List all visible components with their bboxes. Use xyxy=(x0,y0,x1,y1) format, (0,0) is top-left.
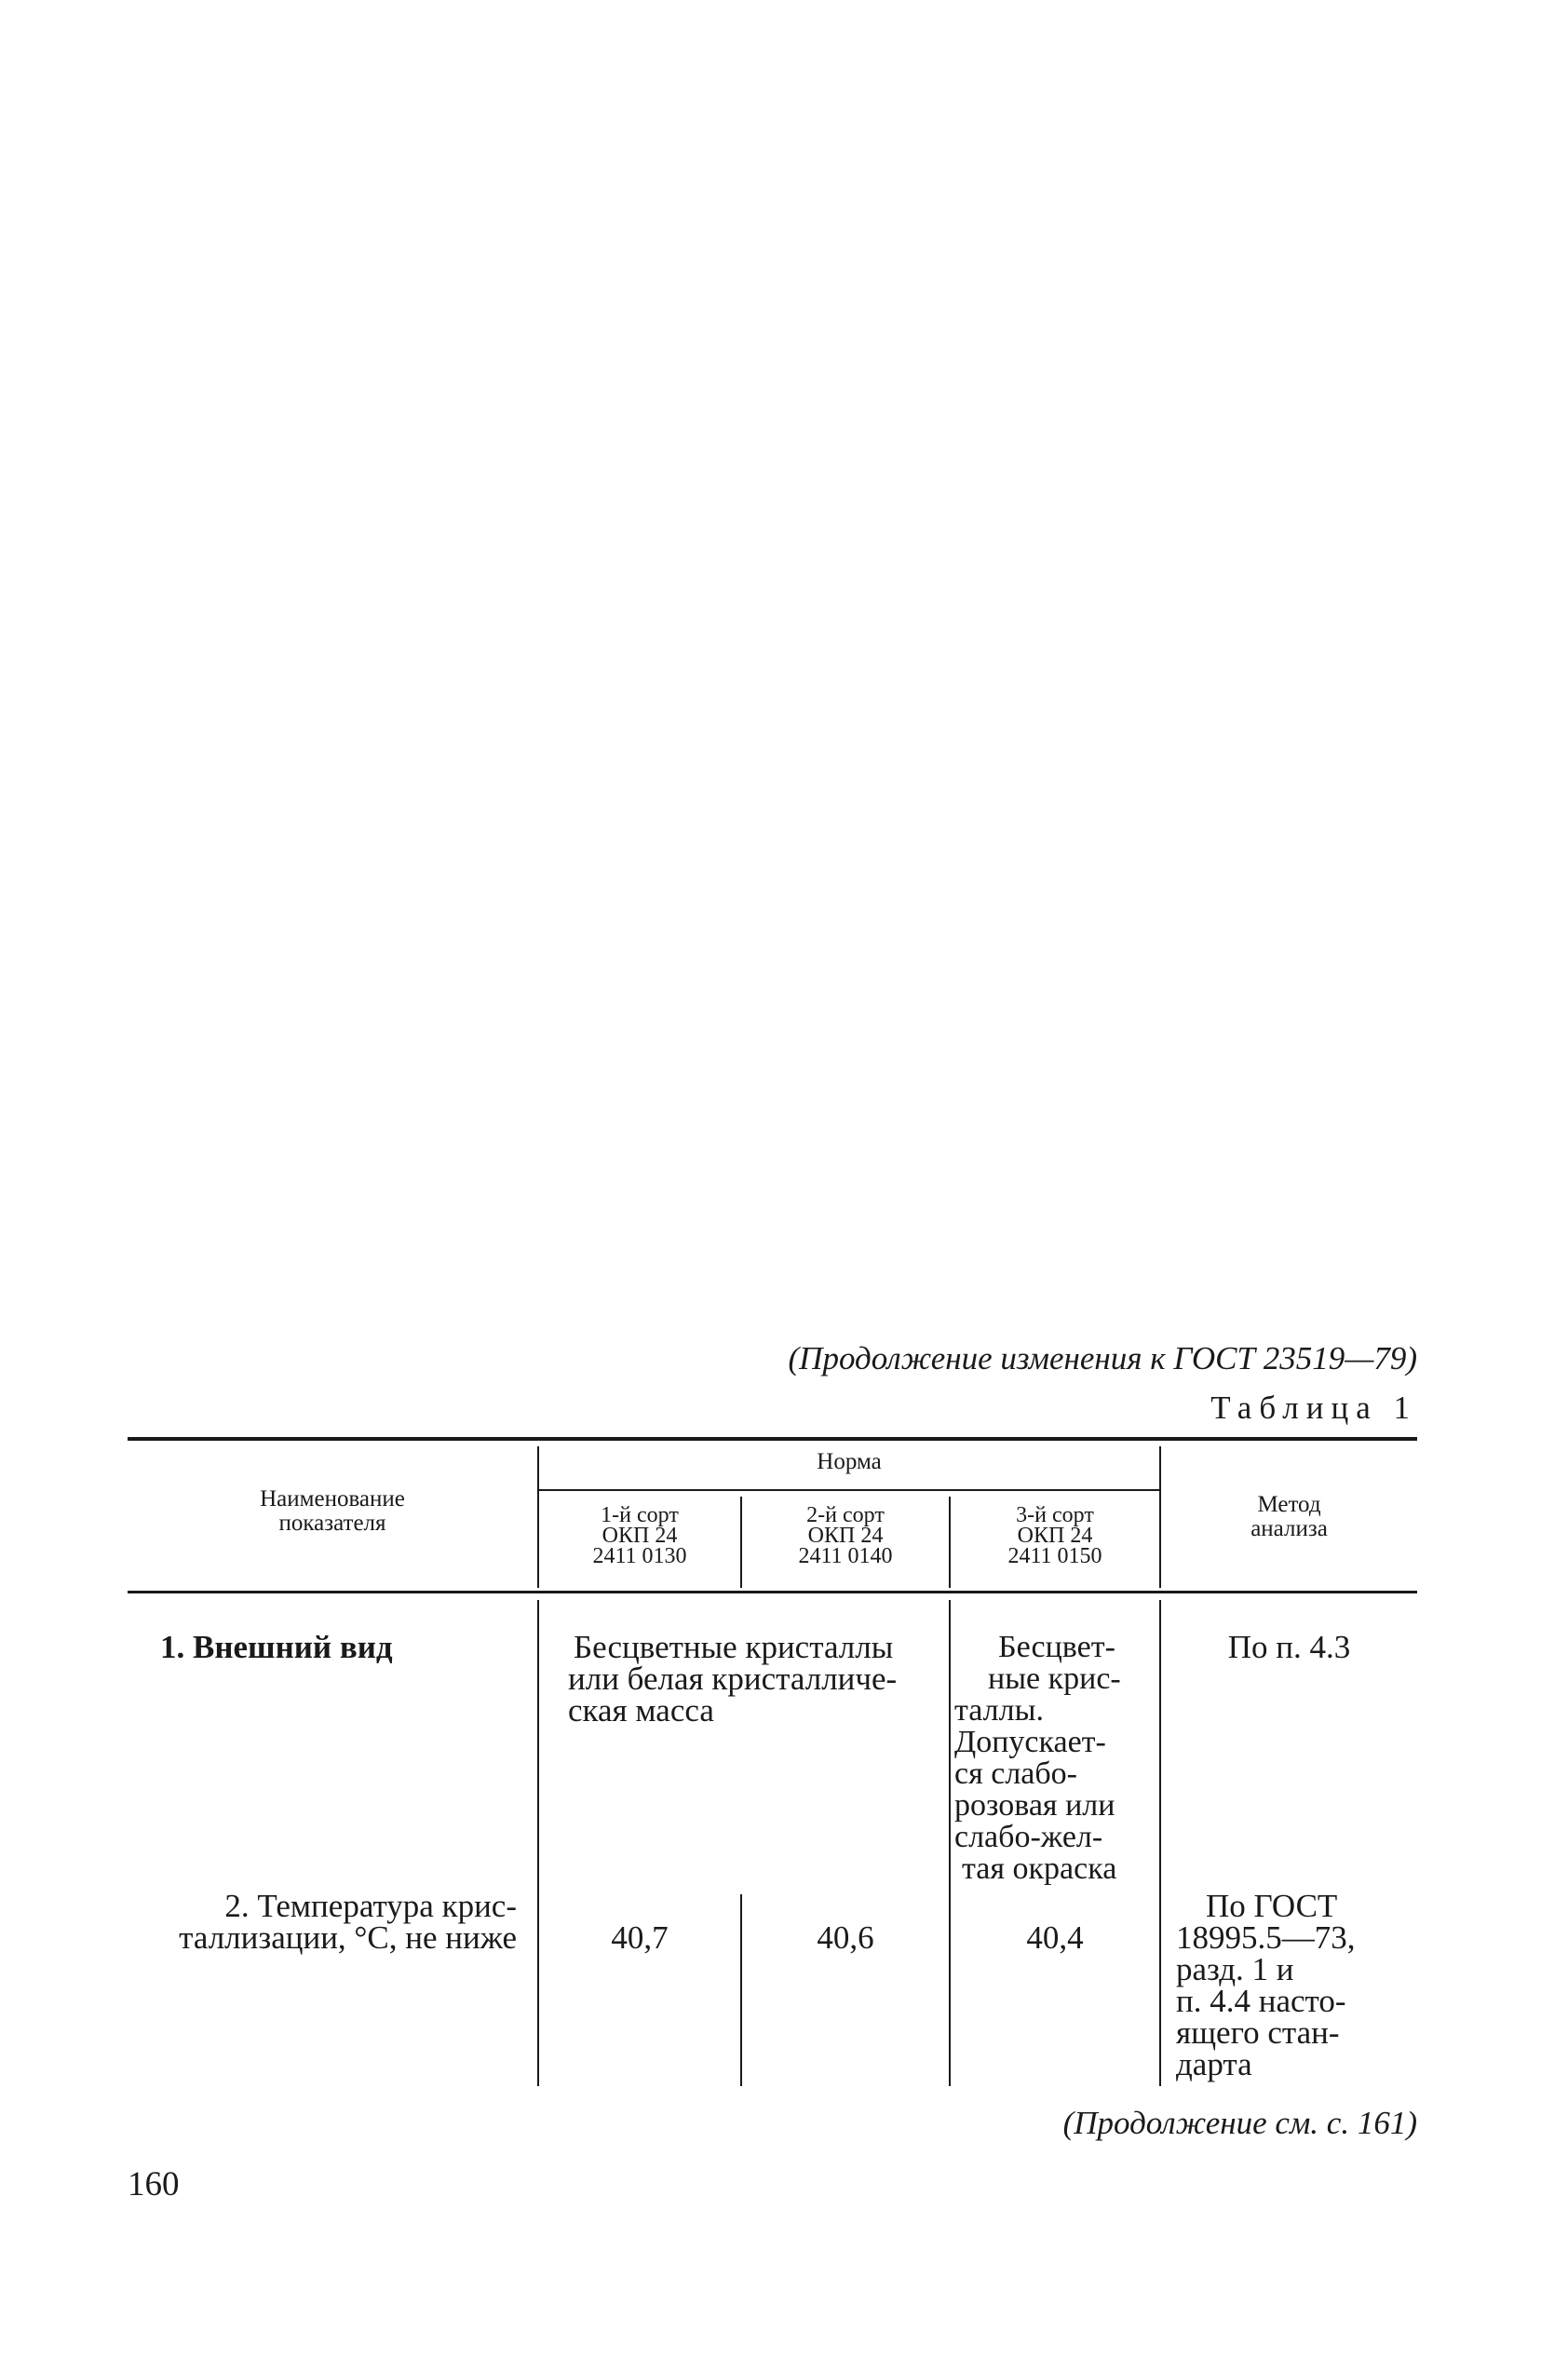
row2-method xyxy=(1176,1888,1417,2082)
row1-grade3-line: ся слабо- xyxy=(954,1756,1077,1791)
continuation-footer: (Продолжение см. с. 161) xyxy=(1062,2105,1417,2141)
page-number: 160 xyxy=(128,2165,180,2203)
method-header-line: Метод xyxy=(1257,1492,1321,1517)
row1-method: По п. 4.3 xyxy=(1227,1629,1351,1665)
header-bottom-rule xyxy=(128,1591,1417,1593)
row1-grade12-line: Бесцветные кристаллы xyxy=(574,1629,894,1665)
method-header xyxy=(1161,1493,1417,1541)
row1-grade3-line: тая окраска xyxy=(962,1851,1117,1886)
grade-header-line: 2411 0140 xyxy=(798,1544,893,1568)
row2-grade1: 40,7 xyxy=(611,1919,669,1956)
table-label: Таблица 1 xyxy=(1210,1390,1417,1426)
row2-method-line: 18995.5—73, xyxy=(1176,1919,1356,1956)
body-divider-method xyxy=(1159,1600,1161,2086)
row2-name xyxy=(128,1888,517,1956)
row2-method-line: ящего стан- xyxy=(1176,2014,1340,2051)
row1-name: 1. Внешний вид xyxy=(160,1629,393,1665)
row2-method-line: дарта xyxy=(1176,2046,1252,2082)
row2-method-line: По ГОСТ xyxy=(1206,1888,1338,1924)
row1-grade12-merged xyxy=(568,1629,940,1729)
grade-header-line: 2-й сорт xyxy=(806,1503,885,1527)
grade-header-line: ОКП 24 xyxy=(1017,1524,1093,1548)
norm-subheader-rule xyxy=(537,1489,1159,1491)
grade-header-line: 1-й сорт xyxy=(601,1503,679,1527)
body-divider-name xyxy=(537,1600,539,2086)
norm-header: Норма xyxy=(817,1449,882,1474)
grade-header-3 xyxy=(951,1505,1159,1566)
col-name-header-line: показателя xyxy=(278,1511,386,1536)
row2-method-line: разд. 1 и xyxy=(1176,1951,1294,1987)
row1-grade3-line: слабо-жел- xyxy=(954,1820,1103,1854)
grade-header-line: 3-й сорт xyxy=(1016,1503,1094,1527)
row2-method-line: п. 4.4 насто- xyxy=(1176,1983,1346,2019)
row1-grade3-line: ные крис- xyxy=(988,1661,1121,1696)
grade-header-line: 2411 0130 xyxy=(592,1544,687,1568)
grade-header-line: ОКП 24 xyxy=(602,1524,678,1548)
row1-grade12-line: ская масса xyxy=(568,1692,714,1729)
grade-header-line: 2411 0150 xyxy=(1007,1544,1102,1568)
row1-grade3 xyxy=(954,1632,1159,1885)
row1-grade3-line: Допускает- xyxy=(954,1725,1106,1759)
row2-name-line: 2. Температура крис- xyxy=(224,1888,517,1924)
method-header-line: анализа xyxy=(1250,1516,1328,1541)
row2-grade2: 40,6 xyxy=(817,1919,874,1956)
row2-name-line: таллизации, °С, не ниже xyxy=(179,1919,517,1956)
table-top-rule xyxy=(128,1437,1417,1441)
grade-header-1 xyxy=(539,1505,740,1566)
col-name-header xyxy=(128,1487,537,1536)
row1-grade12-line: или белая кристалличе- xyxy=(568,1661,898,1697)
grade-header-2 xyxy=(742,1505,949,1566)
row2-grade3: 40,4 xyxy=(1026,1919,1084,1956)
body-divider-grade23 xyxy=(949,1600,951,2086)
row1-grade3-line: розовая или xyxy=(954,1788,1115,1823)
continuation-header: (Продолжение изменения к ГОСТ 23519—79) xyxy=(788,1340,1417,1376)
col-name-header-line: Наименование xyxy=(260,1486,405,1512)
row1-grade3-line: таллы. xyxy=(954,1693,1044,1728)
row1-grade3-line: Бесцвет- xyxy=(998,1630,1115,1664)
grade-header-line: ОКП 24 xyxy=(807,1524,884,1548)
